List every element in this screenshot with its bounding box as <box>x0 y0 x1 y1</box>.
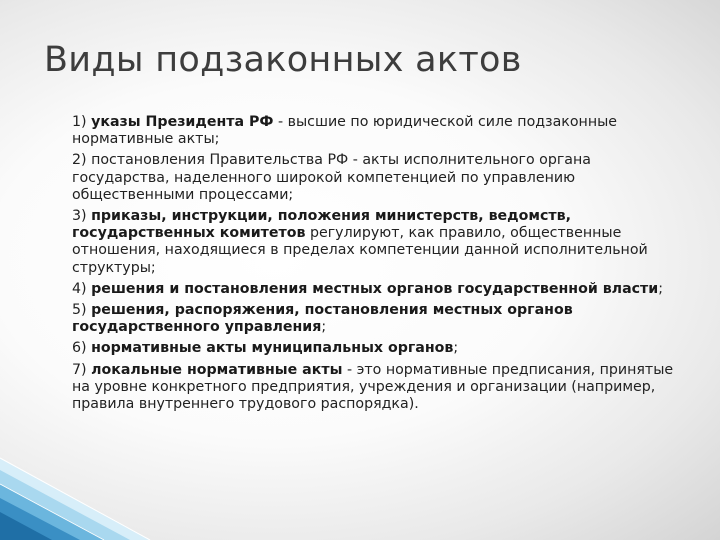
list-item <box>72 281 690 298</box>
item-number: 5) <box>72 302 92 319</box>
item-number: 1) <box>72 114 92 130</box>
item-bold-text: приказы, инструкции, положения министерств, ведомств, государственных комитетов <box>72 208 571 242</box>
list-item <box>72 152 690 204</box>
item-text: - это нормативные предписания, принятые на уровне конкретного предприятия, учреждения и организации (например, правила внутреннего трудового распорядка). <box>72 361 674 413</box>
item-number: 7) <box>72 361 92 378</box>
item-number: 4) <box>72 280 92 297</box>
item-bold-text: указы Президента РФ <box>91 114 274 130</box>
item-text: ; <box>658 280 664 297</box>
list-item <box>72 208 690 277</box>
item-bold-text: решения и постановления местных органов государственной власти <box>91 280 659 297</box>
item-text: ; <box>321 319 327 336</box>
item-bold-text: локальные нормативные акты <box>91 361 343 378</box>
list-item <box>72 302 690 336</box>
list-item <box>72 362 690 414</box>
item-number: 3) <box>72 208 92 225</box>
item-bold-text: решения, распоряжения, постановления местных органов государственного управления <box>72 302 573 336</box>
item-text: - высшие по юридической силе подзаконные нормативные акты; <box>72 114 618 148</box>
item-text: ; <box>453 340 459 357</box>
item-text: постановления Правительства РФ - акты исполнительного органа государства, наделенного широкой компетенцией по управлению общественными процессами; <box>72 152 591 203</box>
item-text: регулируют, как правило, общественные отношения, находящиеся в пределах компетенции данной исполнительной структуры; <box>72 225 648 276</box>
item-number: 6) <box>72 340 92 357</box>
slide-content <box>72 114 690 417</box>
slide-title: Виды подзаконных актов <box>44 40 522 80</box>
item-number: 2) <box>72 152 92 169</box>
item-bold-text: нормативные акты муниципальных органов <box>91 340 454 357</box>
list-item <box>72 114 690 148</box>
list-item <box>72 340 690 357</box>
